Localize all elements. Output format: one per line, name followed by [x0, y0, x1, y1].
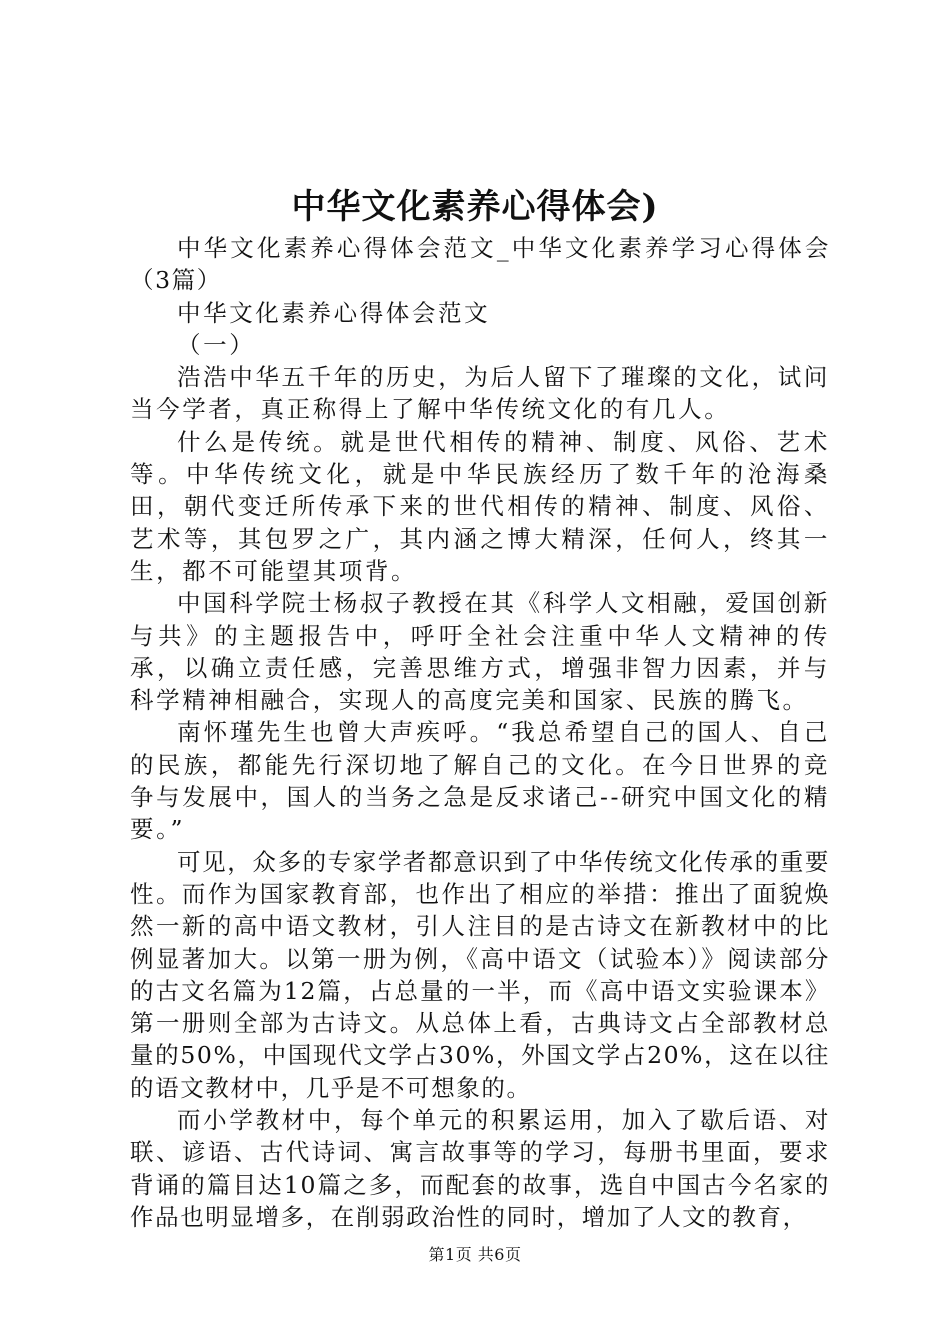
body-paragraph: 浩浩中华五千年的历史，为后人留下了璀璨的文化，试问当今学者，真正称得上了解中华传统文化的有几人。	[130, 363, 830, 424]
subtitle-paragraph: 中华文化素养心得体会范文_中华文化素养学习心得体会（3篇）	[130, 234, 830, 295]
body-paragraph: 南怀瑾先生也曾大声疾呼。“我总希望自己的国人、自己的民族，都能先行深切地了解自己的文化。在今日世界的竞争与发展中，国人的当务之急是反求诸己--研究中国文化的精要。”	[130, 718, 830, 844]
section-number: （一）	[177, 330, 256, 359]
page-footer: 第1页 共6页	[428, 1245, 522, 1264]
document-title: 中华文化素养心得体会)	[291, 187, 659, 227]
body-paragraph: 而小学教材中，每个单元的积累运用，加入了歇后语、对联、谚语、古代诗词、寓言故事等的学习，每册书里面，要求背诵的篇目达10篇之多，而配套的故事，选自中国古今名家的作品也明显增多，在削弱政治性的同时，增加了人文的教育，	[130, 1106, 830, 1231]
section-heading: 中华文化素养心得体会范文	[177, 298, 491, 327]
body-paragraph: 中国科学院士杨叔子教授在其《科学人文相融，爱国创新与共》的主题报告中，呼吁全社会注重中华人文精神的传承，以确立责任感，完善思维方式，增强非智力因素，并与科学精神相融合，实现人的高度完美和国家、民族的腾飞。	[130, 589, 830, 715]
body-paragraph: 可见，众多的专家学者都意识到了中华传统文化传承的重要性。而作为国家教育部，也作出了相应的举措：推出了面貌焕然一新的高中语文教材，引人注目的是古诗文在新教材中的比例显著加大。以第一册为例，《高中语文（试验本）》阅读部分的古文名篇为12篇，占总量的一半，而《高中语文实验课本》第一册则全部为古诗文。从总体上看，古典诗文占全部教材总量的50%，中国现代文学占30%，外国文学占20%，这在以往的语文教材中，几乎是不可想象的。	[130, 847, 830, 1102]
document-body	[130, 232, 830, 1233]
body-paragraph: 什么是传统。就是世代相传的精神、制度、风俗、艺术等。中华传统文化，就是中华民族经历了数千年的沧海桑田，朝代变迁所传承下来的世代相传的精神、制度、风俗、艺术等，其包罗之广，其内涵之博大精深，任何人，终其一生，都不可能望其项背。	[130, 427, 830, 585]
